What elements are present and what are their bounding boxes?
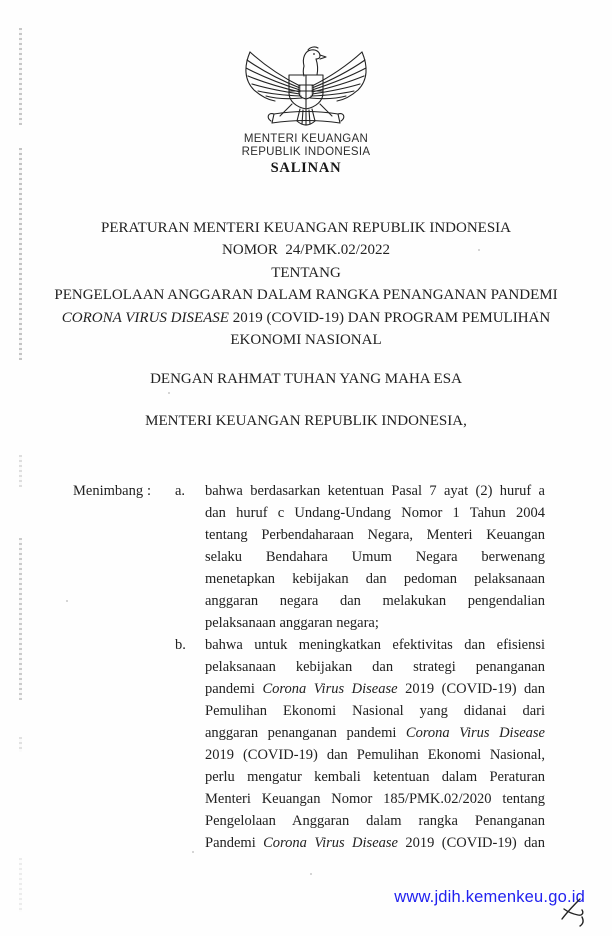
- text-line: PENGELOLAAN ANGGARAN DALAM RANGKA PENANGANAN PANDEMI: [54, 287, 558, 304]
- scan-artifact: [19, 737, 22, 752]
- text-line: NOMOR 24/PMK.02/2022: [222, 242, 390, 259]
- text-line: anggaran negara dan melakukan pengendalian: [205, 593, 545, 609]
- ministry-letterhead: [0, 133, 612, 159]
- scan-artifact: [19, 858, 22, 912]
- text-line: pelaksanaan anggaran negara;: [205, 615, 379, 631]
- consideration-item-text: [205, 480, 545, 634]
- text-line: TENTANG: [271, 264, 341, 281]
- garuda-pancasila-emblem: [242, 46, 370, 130]
- text-line: CORONA VIRUS DISEASE 2019 (COVID-19) DAN PROGRAM PEMULIHAN: [61, 309, 551, 326]
- ministry-country-line: REPUBLIK INDONESIA: [241, 146, 371, 158]
- left-wing: [246, 52, 302, 101]
- considerations-label: Menimbang: [73, 483, 144, 499]
- garuda-head: [303, 47, 326, 76]
- text-line: 2019 (COVID-19) dan Pemulihan Ekonomi Nasional,: [205, 747, 545, 763]
- text-line: bahwa berdasarkan ketentuan Pasal 7 ayat (2) huruf a: [205, 483, 545, 499]
- text-line: menetapkan kebijakan dan pedoman pelaksanaan: [205, 571, 545, 587]
- right-wing: [310, 52, 366, 101]
- text-line: selaku Bendahara Umum Negara berwenang: [205, 549, 545, 565]
- text-line: Pandemi Corona Virus Disease 2019 (COVID-19) dan: [205, 835, 545, 851]
- text-line: Menteri Keuangan Nomor 185/PMK.02/2020 tentang: [205, 791, 545, 807]
- text-line: Pemulihan Ekonomi Nasional yang didanai dari: [205, 703, 545, 719]
- scan-speck: [168, 392, 170, 394]
- text-line: perlu mengatur kembali ketentuan dalam Peraturan: [205, 769, 545, 785]
- text-line: anggaran penanganan pandemi Corona Virus Disease: [205, 725, 545, 741]
- considerations-colon: :: [147, 483, 152, 499]
- text-line: tentang Perbendaharaan Negara, Menteri Keuangan: [205, 527, 545, 543]
- text-line: bahwa untuk meningkatkan efektivitas dan efisiensi: [205, 637, 545, 653]
- consideration-item-letter: b.: [175, 637, 186, 653]
- text-line: dan huruf c Undang-Undang Nomor 1 Tahun 2004: [205, 505, 545, 521]
- scan-artifact: [19, 28, 22, 125]
- jdih-website-link[interactable]: www.jdih.kemenkeu.go.id: [394, 888, 585, 906]
- salinan-stamp: SALINAN: [270, 160, 342, 176]
- scan-speck: [66, 600, 68, 602]
- scan-artifact: [19, 538, 22, 700]
- text-line: pandemi Corona Virus Disease 2019 (COVID-19) dan: [205, 681, 545, 697]
- regulation-title: [0, 217, 612, 351]
- consideration-item-letter: a.: [175, 483, 186, 499]
- enacting-authority-line: MENTERI KEUANGAN REPUBLIK INDONESIA,: [145, 413, 467, 429]
- text-line: Pengelolaan Anggaran dalam rangka Penanganan: [205, 813, 545, 829]
- considerations-section: [73, 480, 545, 854]
- scan-speck: [310, 873, 312, 875]
- ministry-name-line: MENTERI KEUANGAN: [243, 133, 369, 145]
- text-line: PERATURAN MENTERI KEUANGAN REPUBLIK INDONESIA: [101, 220, 511, 236]
- pancasila-shield: [289, 75, 323, 109]
- invocation-line: DENGAN RAHMAT TUHAN YANG MAHA ESA: [150, 371, 462, 387]
- scan-artifact: [19, 455, 22, 487]
- text-line: EKONOMI NASIONAL: [230, 332, 382, 349]
- text-line: pelaksanaan kebijakan dan strategi penanganan: [205, 659, 545, 675]
- consideration-item-text: [205, 634, 545, 854]
- paraf-initial-mark: [556, 895, 596, 929]
